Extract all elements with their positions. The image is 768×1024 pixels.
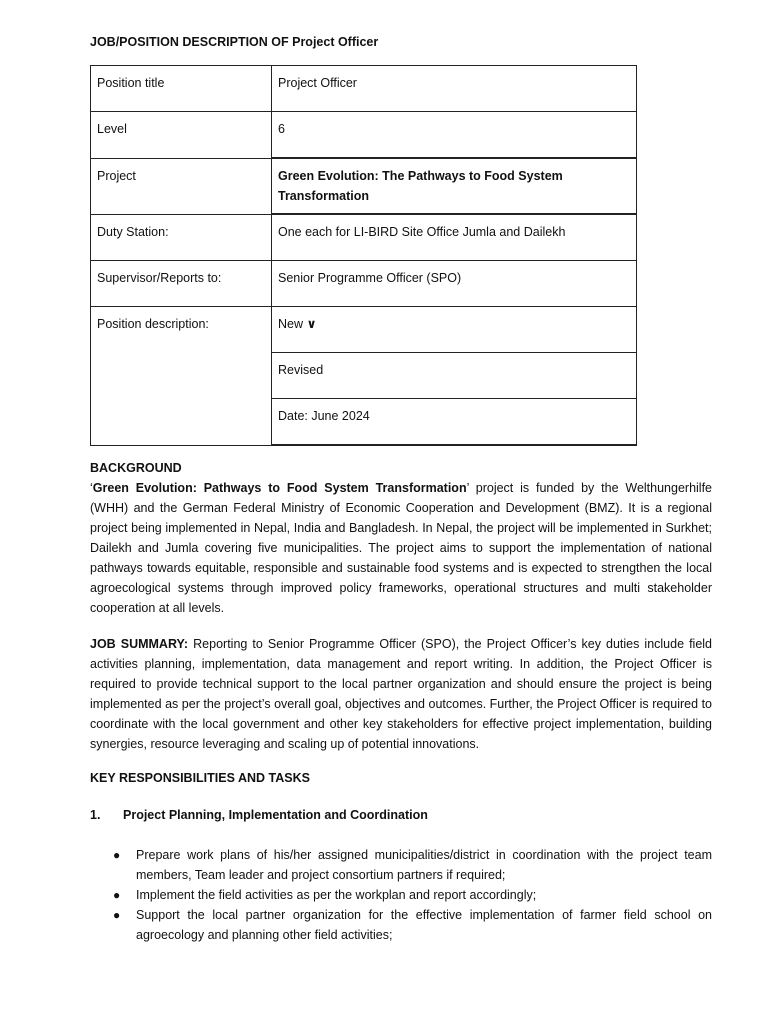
title-prefix: JOB/POSITION DESCRIPTION OF (90, 35, 293, 49)
position-new-value (272, 307, 637, 353)
position-date-value: Date: June 2024 (272, 399, 637, 446)
supervisor-value: Senior Programme Officer (SPO) (272, 261, 637, 307)
position-title-label: Position title (91, 66, 272, 112)
position-title-value: Project Officer (272, 66, 637, 112)
position-info-table (90, 65, 637, 446)
job-summary-paragraph (90, 634, 712, 754)
table-row (91, 112, 637, 159)
job-summary-label: JOB SUMMARY: (90, 637, 189, 651)
open-quote: ‘ (90, 481, 93, 495)
position-revised-value: Revised (272, 353, 637, 399)
title-role: Project Officer (292, 35, 379, 49)
level-label: Level (91, 112, 272, 159)
section-number: 1. (90, 808, 101, 822)
list-item (90, 905, 712, 945)
background-project-name: Green Evolution: Pathways to Food System Transformation (92, 481, 467, 495)
new-label: New (278, 317, 304, 331)
position-description-label: Position description: (91, 307, 272, 446)
duty-station-value: One each for LI-BIRD Site Office Jumla and Dailekh (272, 214, 637, 261)
table-row (91, 66, 637, 112)
background-paragraph (90, 478, 712, 618)
duty-station-label: Duty Station: (91, 214, 272, 261)
task-text: Prepare work plans of his/her assigned municipalities/district in coordination with the project team members, Team leader and project consortium partners if required; (136, 848, 712, 882)
background-heading: BACKGROUND (90, 461, 182, 475)
bullet-icon: ● (113, 848, 121, 862)
table-row (91, 307, 637, 353)
task-text: Implement the field activities as per the workplan and report accordingly; (136, 888, 537, 902)
project-value: Green Evolution: The Pathways to Food System Transformation (272, 158, 637, 214)
responsibilities-heading: KEY RESPONSIBILITIES AND TASKS (90, 771, 310, 785)
task-text: Support the local partner organization for the effective implementation of farmer field school on agroecology and planning other field activities; (136, 908, 712, 942)
table-row (91, 158, 637, 214)
section-title: Project Planning, Implementation and Coordination (123, 808, 428, 822)
background-text: ’ project is funded by the Welthungerhilfe (WHH) and the German Federal Ministry of Economic Cooperation and Development (BMZ). It is a regional project being implemented in Nepal, India and Bangladesh. In Nepal, the project will be implemented in Surkhet; Dailekh and Jumla covering five municipalities. The project aims to support the implementation of national pathways towards equitable, responsible and sustainable food systems and is expected to strengthen the local agroecological systems through improved policy frameworks, operational structures and multi stakeholder cooperation at all levels. (90, 481, 713, 615)
table-row (91, 261, 637, 307)
bullet-icon: ● (113, 908, 121, 922)
table-row (91, 214, 637, 261)
job-summary-text: Reporting to Senior Programme Officer (SPO), the Project Officer’s key duties include field activities planning, implementation, data management and report writing. In addition, the Project Officer is required to provide technical support to the local partner organization and should ensure the project is being implemented as per the project’s overall goal, objectives and outcomes. Further, the Project Officer is required to coordinate with the local government and other key stakeholders for effective project implementation, building synergies, resource leveraging and scaling up of potential innovations. (90, 637, 712, 751)
bullet-icon: ● (113, 888, 121, 902)
list-item (90, 885, 712, 905)
list-item (90, 845, 712, 885)
section-heading (90, 808, 428, 822)
level-value: 6 (272, 112, 637, 159)
project-label: Project (91, 158, 272, 214)
document-title (90, 35, 378, 49)
check-mark-icon: ∨ (306, 317, 317, 331)
task-list (90, 845, 712, 945)
supervisor-label: Supervisor/Reports to: (91, 261, 272, 307)
